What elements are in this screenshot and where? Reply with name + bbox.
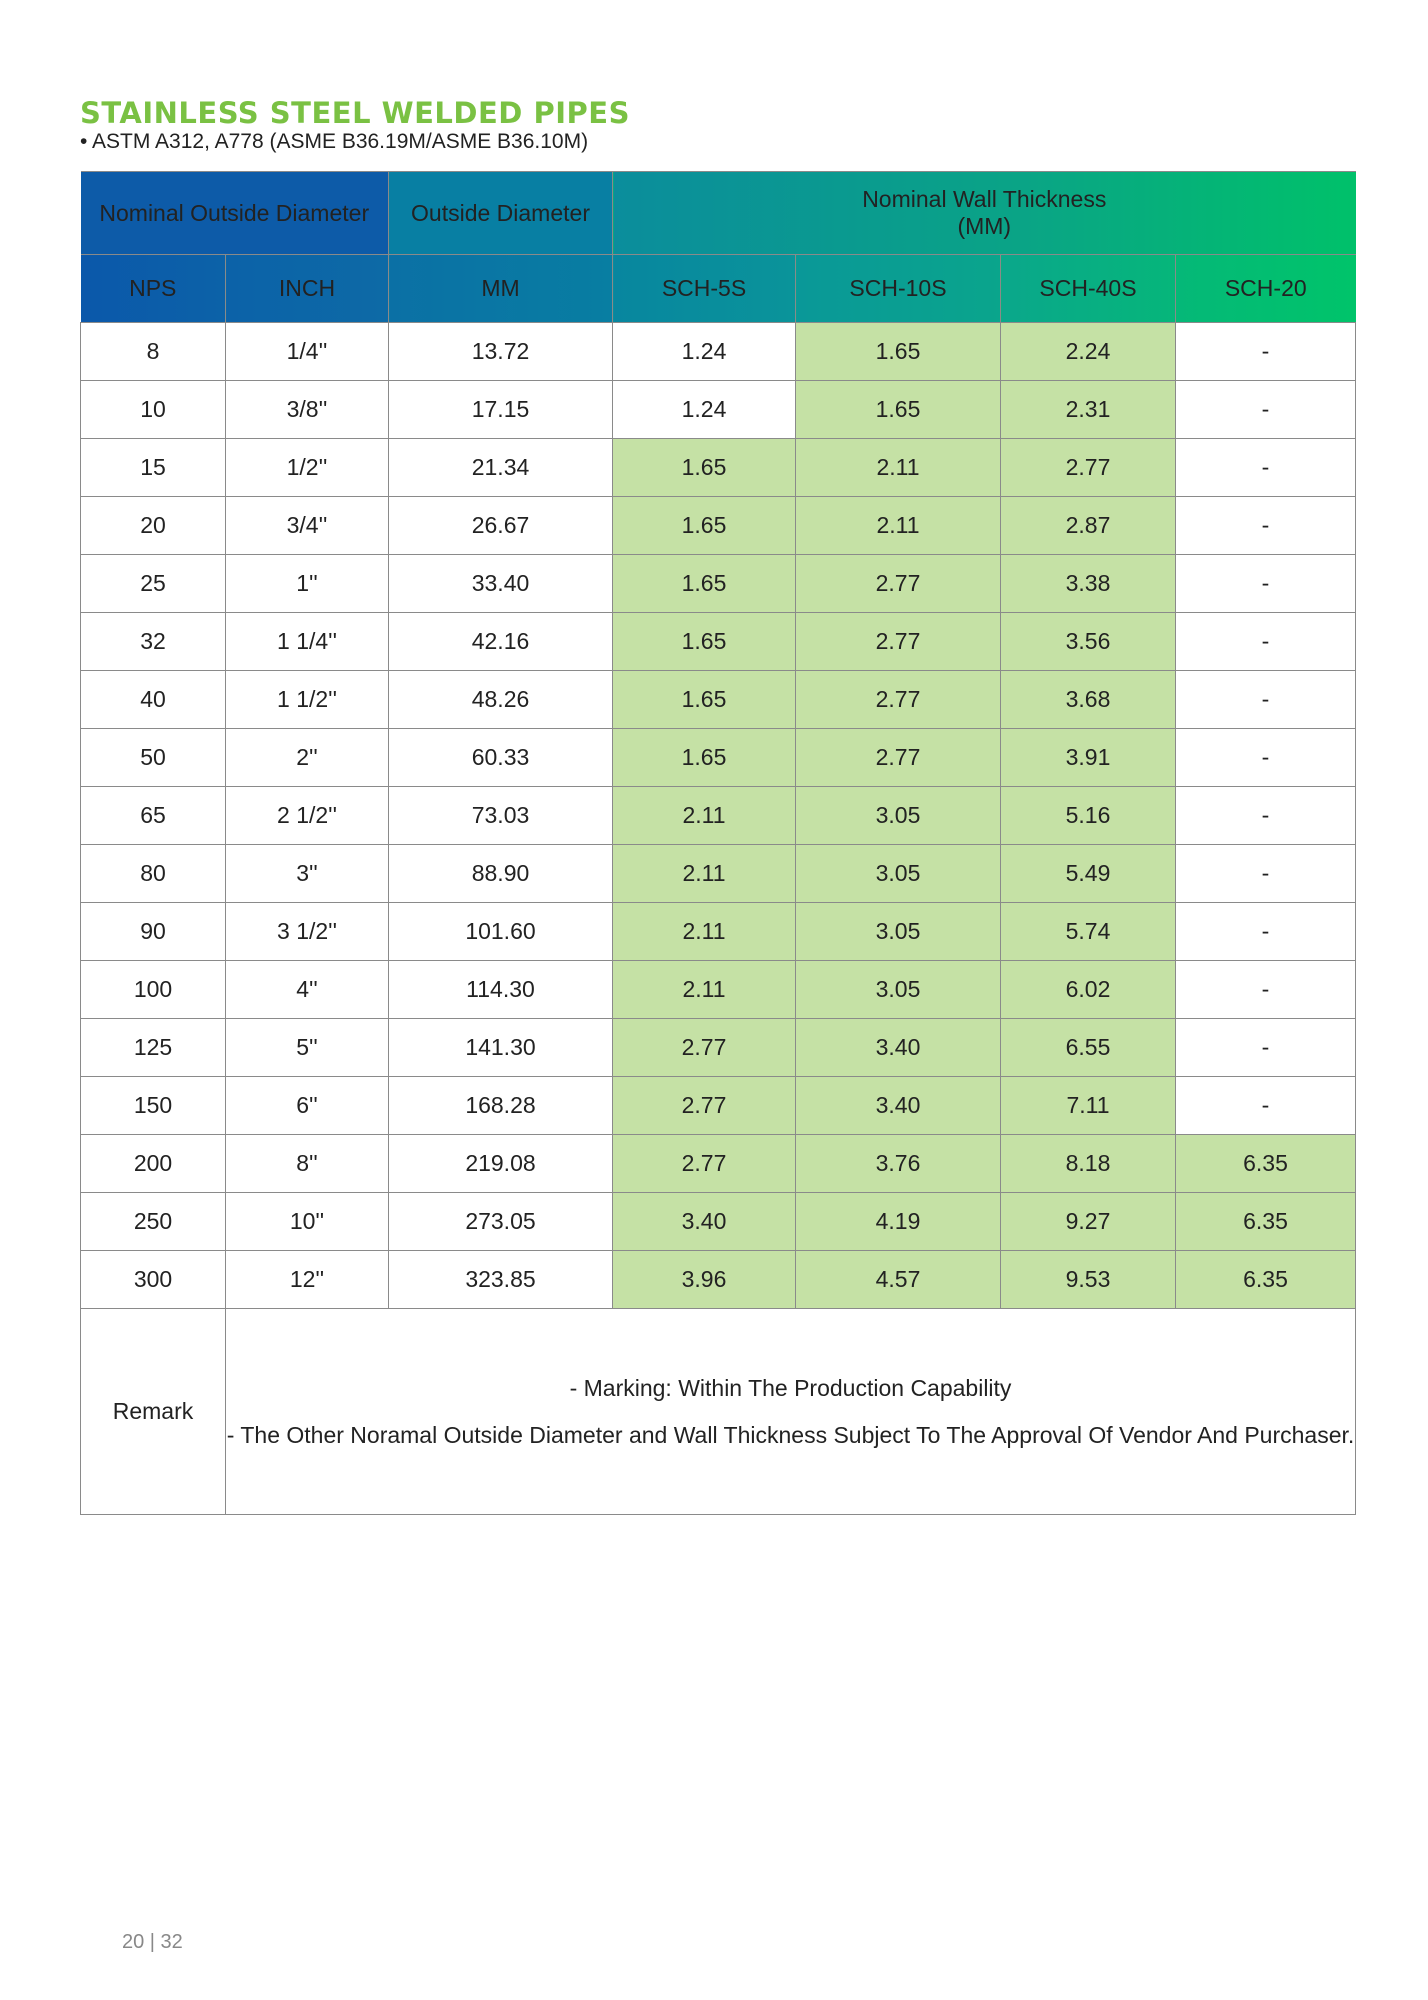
- cell-inch: 10'': [226, 1193, 389, 1251]
- cell-sch-5s: 3.96: [613, 1251, 796, 1309]
- cell-nps: 65: [81, 787, 226, 845]
- table-row: [81, 961, 1356, 1019]
- cell-sch-20: -: [1176, 439, 1356, 497]
- cell-sch-5s: 2.11: [613, 903, 796, 961]
- cell-sch-40s: 9.27: [1001, 1193, 1176, 1251]
- cell-sch-40s: 2.31: [1001, 381, 1176, 439]
- cell-sch-40s: 3.38: [1001, 555, 1176, 613]
- cell-sch-20: 6.35: [1176, 1193, 1356, 1251]
- cell-nps: 50: [81, 729, 226, 787]
- remark-line-other-sizes: - The Other Noramal Outside Diameter and Wall Thickness Subject To The Approval Of Vendor And Purchaser.: [226, 1421, 1355, 1448]
- cell-sch-10s: 3.76: [796, 1135, 1001, 1193]
- cell-sch-10s: 2.77: [796, 613, 1001, 671]
- cell-sch-5s: 1.65: [613, 497, 796, 555]
- header-nominal-wall-thickness: [613, 172, 1356, 255]
- header-outside-diameter: Outside Diameter: [389, 172, 613, 255]
- cell-sch-5s: 1.65: [613, 671, 796, 729]
- column-header-inch: INCH: [226, 255, 389, 323]
- cell-sch-10s: 3.05: [796, 961, 1001, 1019]
- cell-sch-40s: 5.16: [1001, 787, 1176, 845]
- cell-sch-5s: 2.77: [613, 1135, 796, 1193]
- page-number: 20 | 32: [122, 1931, 183, 1953]
- cell-nps: 25: [81, 555, 226, 613]
- cell-sch-20: -: [1176, 555, 1356, 613]
- cell-sch-40s: 2.24: [1001, 323, 1176, 381]
- cell-sch-40s: 6.02: [1001, 961, 1176, 1019]
- cell-sch-20: -: [1176, 323, 1356, 381]
- cell-inch: 3/4'': [226, 497, 389, 555]
- cell-sch-20: 6.35: [1176, 1251, 1356, 1309]
- remark-line-marking: - Marking: Within The Production Capability: [569, 1374, 1012, 1401]
- column-header-sch-5s: SCH-5S: [613, 255, 796, 323]
- cell-inch: 2'': [226, 729, 389, 787]
- cell-sch-10s: 1.65: [796, 323, 1001, 381]
- cell-sch-5s: 2.77: [613, 1077, 796, 1135]
- cell-mm: 273.05: [389, 1193, 613, 1251]
- column-header-mm: MM: [389, 255, 613, 323]
- table-row: [81, 729, 1356, 787]
- cell-mm: 60.33: [389, 729, 613, 787]
- table-row: [81, 555, 1356, 613]
- cell-sch-20: -: [1176, 729, 1356, 787]
- cell-inch: 6'': [226, 1077, 389, 1135]
- cell-mm: 114.30: [389, 961, 613, 1019]
- cell-sch-20: -: [1176, 1077, 1356, 1135]
- cell-mm: 17.15: [389, 381, 613, 439]
- cell-sch-10s: 4.19: [796, 1193, 1001, 1251]
- table-row: [81, 1077, 1356, 1135]
- cell-mm: 48.26: [389, 671, 613, 729]
- cell-sch-10s: 3.40: [796, 1077, 1001, 1135]
- table-row: [81, 381, 1356, 439]
- cell-sch-40s: 8.18: [1001, 1135, 1176, 1193]
- cell-sch-20: -: [1176, 497, 1356, 555]
- cell-sch-5s: 1.65: [613, 555, 796, 613]
- cell-sch-10s: 2.11: [796, 439, 1001, 497]
- table-row: [81, 787, 1356, 845]
- cell-nps: 8: [81, 323, 226, 381]
- cell-nps: 200: [81, 1135, 226, 1193]
- cell-sch-10s: 4.57: [796, 1251, 1001, 1309]
- cell-sch-20: -: [1176, 1019, 1356, 1077]
- table-row: [81, 1193, 1356, 1251]
- column-header-nps: NPS: [81, 255, 226, 323]
- cell-sch-20: 6.35: [1176, 1135, 1356, 1193]
- column-header-sch-40s: SCH-40S: [1001, 255, 1176, 323]
- cell-sch-40s: 5.74: [1001, 903, 1176, 961]
- cell-inch: 5'': [226, 1019, 389, 1077]
- remark-row: [81, 1309, 1356, 1515]
- cell-inch: 3'': [226, 845, 389, 903]
- cell-sch-10s: 3.05: [796, 903, 1001, 961]
- cell-nps: 90: [81, 903, 226, 961]
- cell-sch-10s: 3.40: [796, 1019, 1001, 1077]
- table-row: [81, 903, 1356, 961]
- cell-nps: 80: [81, 845, 226, 903]
- cell-inch: 8'': [226, 1135, 389, 1193]
- cell-mm: 21.34: [389, 439, 613, 497]
- table-row: [81, 845, 1356, 903]
- cell-nps: 20: [81, 497, 226, 555]
- table-row: [81, 323, 1356, 381]
- cell-mm: 101.60: [389, 903, 613, 961]
- table-row: [81, 439, 1356, 497]
- cell-inch: 1 1/4'': [226, 613, 389, 671]
- cell-sch-5s: 2.11: [613, 845, 796, 903]
- cell-inch: 1 1/2'': [226, 671, 389, 729]
- cell-sch-10s: 3.05: [796, 845, 1001, 903]
- cell-sch-5s: 1.65: [613, 613, 796, 671]
- cell-mm: 323.85: [389, 1251, 613, 1309]
- cell-sch-40s: 9.53: [1001, 1251, 1176, 1309]
- cell-sch-20: -: [1176, 787, 1356, 845]
- header-nominal-outside-diameter: Nominal Outside Diameter: [81, 172, 389, 255]
- cell-inch: 1'': [226, 555, 389, 613]
- cell-inch: 3 1/2'': [226, 903, 389, 961]
- cell-inch: 3/8'': [226, 381, 389, 439]
- header-nominal-wall-thickness-unit: (MM): [957, 213, 1012, 239]
- cell-mm: 168.28: [389, 1077, 613, 1135]
- cell-sch-5s: 3.40: [613, 1193, 796, 1251]
- cell-mm: 141.30: [389, 1019, 613, 1077]
- cell-nps: 250: [81, 1193, 226, 1251]
- cell-sch-40s: 3.56: [1001, 613, 1176, 671]
- cell-sch-10s: 2.77: [796, 729, 1001, 787]
- remark-label: Remark: [81, 1309, 226, 1515]
- page-title: STAINLESS STEEL WELDED PIPES: [80, 96, 630, 130]
- table-row: [81, 497, 1356, 555]
- cell-sch-40s: 3.68: [1001, 671, 1176, 729]
- cell-mm: 42.16: [389, 613, 613, 671]
- cell-inch: 12'': [226, 1251, 389, 1309]
- cell-sch-5s: 2.77: [613, 1019, 796, 1077]
- cell-mm: 73.03: [389, 787, 613, 845]
- table-row: [81, 671, 1356, 729]
- cell-nps: 15: [81, 439, 226, 497]
- cell-sch-40s: 2.87: [1001, 497, 1176, 555]
- cell-sch-5s: 1.24: [613, 323, 796, 381]
- table-row: [81, 613, 1356, 671]
- table-body: [81, 323, 1356, 1515]
- cell-sch-5s: 1.65: [613, 439, 796, 497]
- cell-nps: 100: [81, 961, 226, 1019]
- cell-nps: 32: [81, 613, 226, 671]
- cell-inch: 1/2'': [226, 439, 389, 497]
- column-header-sch-20: SCH-20: [1176, 255, 1356, 323]
- cell-nps: 10: [81, 381, 226, 439]
- cell-sch-20: -: [1176, 671, 1356, 729]
- remark-text: [226, 1309, 1356, 1515]
- cell-sch-40s: 2.77: [1001, 439, 1176, 497]
- cell-sch-40s: 5.49: [1001, 845, 1176, 903]
- cell-nps: 40: [81, 671, 226, 729]
- table-row: [81, 1251, 1356, 1309]
- cell-sch-20: -: [1176, 903, 1356, 961]
- cell-sch-10s: 2.77: [796, 555, 1001, 613]
- cell-sch-10s: 2.77: [796, 671, 1001, 729]
- cell-sch-10s: 1.65: [796, 381, 1001, 439]
- cell-sch-10s: 2.11: [796, 497, 1001, 555]
- header-nominal-wall-thickness-title: Nominal Wall Thickness: [862, 186, 1107, 212]
- cell-sch-5s: 2.11: [613, 961, 796, 1019]
- cell-sch-40s: 6.55: [1001, 1019, 1176, 1077]
- cell-inch: 4'': [226, 961, 389, 1019]
- standards-line: • ASTM A312, A778 (ASME B36.19M/ASME B36.10M): [80, 130, 589, 153]
- cell-sch-40s: 3.91: [1001, 729, 1176, 787]
- cell-mm: 88.90: [389, 845, 613, 903]
- cell-nps: 125: [81, 1019, 226, 1077]
- column-header-sch-10s: SCH-10S: [796, 255, 1001, 323]
- cell-sch-20: -: [1176, 961, 1356, 1019]
- cell-sch-5s: 2.11: [613, 787, 796, 845]
- cell-sch-20: -: [1176, 845, 1356, 903]
- cell-sch-5s: 1.24: [613, 381, 796, 439]
- cell-sch-20: -: [1176, 381, 1356, 439]
- cell-sch-10s: 3.05: [796, 787, 1001, 845]
- table-row: [81, 1135, 1356, 1193]
- table-row: [81, 1019, 1356, 1077]
- cell-sch-20: -: [1176, 613, 1356, 671]
- pipe-spec-table: [80, 171, 1356, 1515]
- cell-mm: 219.08: [389, 1135, 613, 1193]
- cell-mm: 13.72: [389, 323, 613, 381]
- cell-mm: 26.67: [389, 497, 613, 555]
- cell-nps: 150: [81, 1077, 226, 1135]
- cell-sch-40s: 7.11: [1001, 1077, 1176, 1135]
- cell-inch: 2 1/2'': [226, 787, 389, 845]
- cell-sch-5s: 1.65: [613, 729, 796, 787]
- cell-nps: 300: [81, 1251, 226, 1309]
- cell-inch: 1/4'': [226, 323, 389, 381]
- cell-mm: 33.40: [389, 555, 613, 613]
